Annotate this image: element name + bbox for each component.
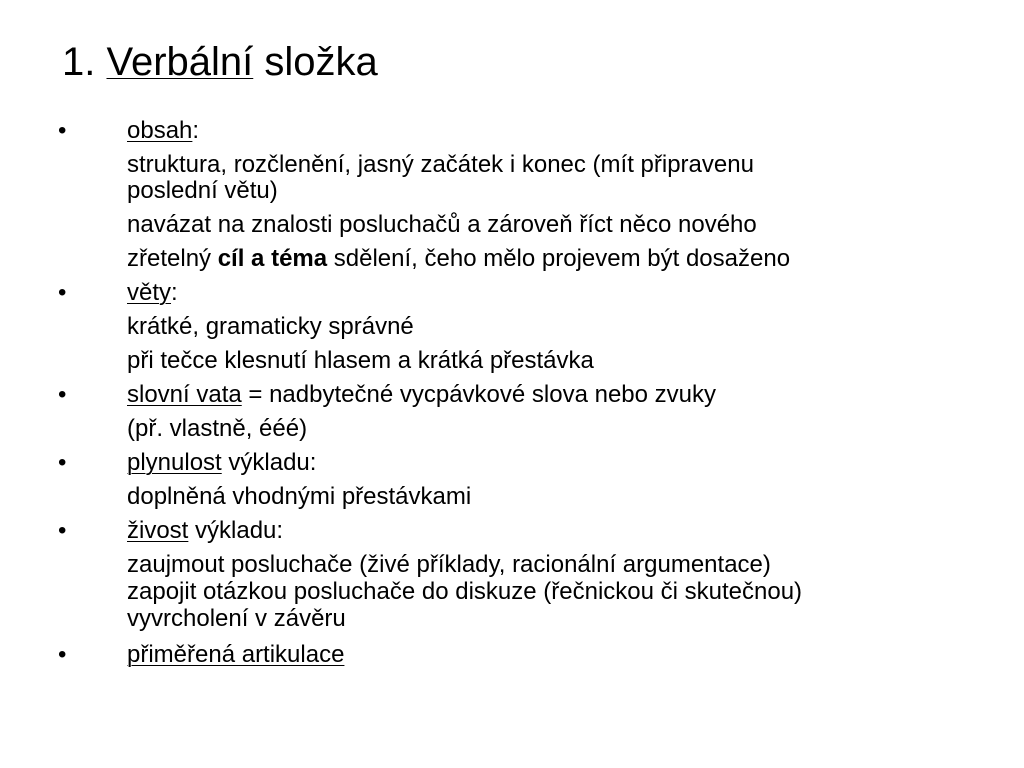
bullet-label: věty (127, 279, 172, 306)
goal-post: sdělení, čeho mělo projevem být dosaženo (327, 245, 791, 272)
goal-pre: zřetelný (127, 245, 218, 272)
sub-line: zapojit otázkou posluchače do diskuze (řečnickou či skutečnou) (127, 578, 803, 605)
title-rest: složka (264, 40, 378, 84)
sub-line: při tečce klesnutí hlasem a krátká přestávka (127, 347, 594, 374)
bullet-marker: • (58, 641, 67, 668)
sub-line: navázat na znalosti posluchačů a zároveň říct něco nového (127, 211, 757, 238)
bullet-label-suffix: = nadbytečné vycpávkové slova nebo zvuky (241, 381, 717, 408)
bullet-heading-obsah (127, 117, 199, 145)
bullet-label: slovní vata (127, 381, 242, 408)
bullet-heading-slovni-vata (127, 381, 716, 409)
bullet-label-suffix: : (171, 279, 178, 306)
bullet-heading-zivost (127, 517, 283, 545)
sub-line: vyvrcholení v závěru (127, 605, 346, 632)
bullet-marker: • (58, 449, 67, 476)
title-number: 1. (62, 40, 96, 84)
bullet-marker: • (58, 117, 67, 144)
bullet-marker: • (58, 381, 67, 408)
goal-bold: cíl a téma (217, 245, 328, 272)
bullet-label: přiměřená artikulace (127, 641, 345, 668)
bullet-label: obsah (127, 117, 193, 144)
sub-line: (př. vlastně, ééé) (127, 415, 308, 442)
sub-line: doplněná vhodnými přestávkami (127, 483, 472, 510)
bullet-heading-vety (127, 279, 178, 307)
bullet-heading-plynulost (127, 449, 316, 477)
bullet-label-suffix: : (192, 117, 200, 144)
bullet-marker: • (58, 279, 67, 306)
sub-line: krátké, gramaticky správné (127, 313, 414, 340)
bullet-label-suffix: výkladu: (221, 449, 317, 476)
sub-line: poslední větu) (127, 177, 278, 204)
sub-line-goal (127, 245, 790, 273)
bullet-heading-artikulace (127, 641, 344, 669)
sub-line: struktura, rozčlenění, jasný začátek i konec (mít připravenu (127, 151, 754, 178)
sub-line: zaujmout posluchače (živé příklady, racionální argumentace) (127, 551, 771, 578)
bullet-label: živost (127, 517, 189, 544)
title-underlined-word: Verbální (106, 40, 254, 84)
bullet-label: plynulost (127, 449, 222, 476)
bullet-marker: • (58, 517, 67, 544)
bullet-label-suffix: výkladu: (188, 517, 284, 544)
